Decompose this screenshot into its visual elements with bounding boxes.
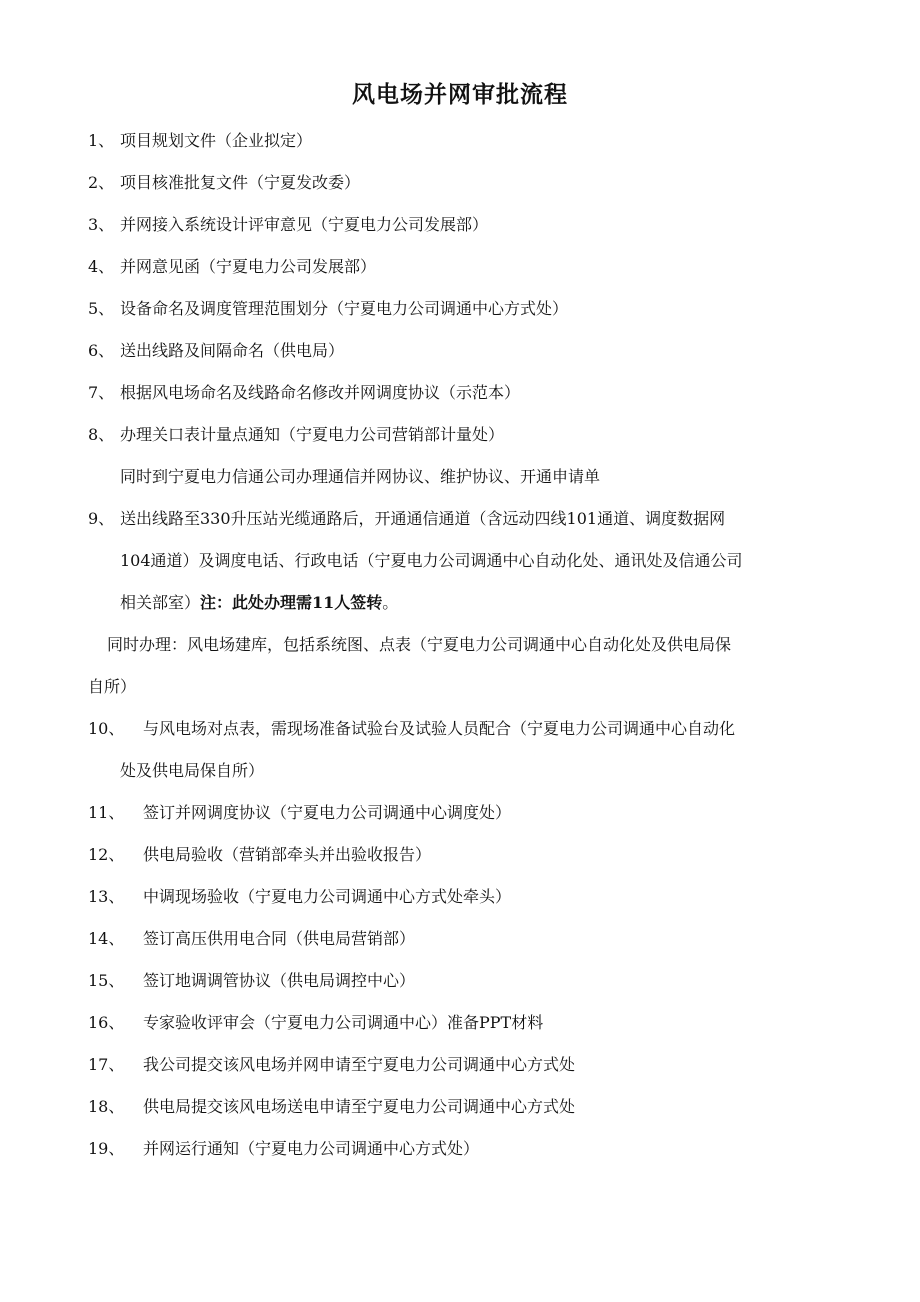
- item-text: 并网意见函（宁夏电力公司发展部）: [120, 257, 377, 276]
- item-text: 送出线路及间隔命名（供电局）: [120, 341, 345, 360]
- item-number: 7、: [88, 383, 115, 402]
- item-text: 项目核准批复文件（宁夏发改委）: [120, 173, 361, 192]
- line3-suffix: 。: [382, 593, 399, 612]
- item-number: 10、: [88, 719, 125, 738]
- item-text: 送出线路至330升压站光缆通路后，开通通信通道（含远动四线101通道、调度数据网: [120, 509, 726, 528]
- item-text: 签订并网调度协议（宁夏电力公司调通中心调度处）: [143, 803, 512, 822]
- item-number: 2、: [88, 173, 115, 192]
- item-number: 3、: [88, 215, 115, 234]
- item-number: 11、: [88, 803, 125, 822]
- item-number: 5、: [88, 299, 115, 318]
- document-title: 风电场并网审批流程: [352, 81, 568, 108]
- item-number: 14、: [88, 929, 125, 948]
- item-text: 我公司提交该风电场并网申请至宁夏电力公司调通中心方式处: [143, 1055, 576, 1074]
- item-number: 8、: [88, 425, 115, 444]
- simultaneous-line2: 自所）: [88, 677, 137, 696]
- item-number: 13、: [88, 887, 125, 906]
- item-continuation: 同时到宁夏电力信通公司办理通信并网协议、维护协议、开通申请单: [120, 467, 601, 486]
- item-text: 签订高压供用电合同（供电局营销部）: [143, 929, 416, 948]
- item-text: 并网接入系统设计评审意见（宁夏电力公司发展部）: [120, 215, 489, 234]
- item-number: 6、: [88, 341, 115, 360]
- item-number: 9、: [88, 509, 115, 528]
- item-text: 设备命名及调度管理范围划分（宁夏电力公司调通中心方式处）: [120, 299, 569, 318]
- item-number: 16、: [88, 1013, 125, 1032]
- item-text-line2: 104通道）及调度电话、行政电话（宁夏电力公司调通中心自动化处、通讯处及信通公司: [120, 551, 743, 570]
- item-number: 18、: [88, 1097, 125, 1116]
- item-text: 供电局提交该风电场送电申请至宁夏电力公司调通中心方式处: [143, 1097, 576, 1116]
- item-number: 1、: [88, 131, 115, 150]
- item-text-line3: [120, 593, 398, 613]
- item-number: 4、: [88, 257, 115, 276]
- item-text: 与风电场对点表，需现场准备试验台及试验人员配合（宁夏电力公司调通中心自动化: [143, 719, 736, 738]
- item-text: 并网运行通知（宁夏电力公司调通中心方式处）: [143, 1139, 480, 1158]
- line3-prefix: 相关部室）: [120, 593, 201, 612]
- note-bold: 注：此处办理需11人签转: [200, 593, 383, 612]
- item-text-line2: 处及供电局保自所）: [120, 761, 265, 780]
- item-number: 19、: [88, 1139, 125, 1158]
- item-number: 17、: [88, 1055, 125, 1074]
- item-text: 办理关口表计量点通知（宁夏电力公司营销部计量处）: [120, 425, 505, 444]
- item-text: 根据风电场命名及线路命名修改并网调度协议（示范本）: [120, 383, 521, 402]
- item-text: 签订地调调管协议（供电局调控中心）: [143, 971, 416, 990]
- item-text: 项目规划文件（企业拟定）: [120, 131, 313, 150]
- item-text: 中调现场验收（宁夏电力公司调通中心方式处牵头）: [143, 887, 512, 906]
- simultaneous-line1: 同时办理：风电场建库，包括系统图、点表（宁夏电力公司调通中心自动化处及供电局保: [107, 635, 732, 654]
- item-text: 专家验收评审会（宁夏电力公司调通中心）准备PPT材料: [143, 1013, 544, 1032]
- item-number: 15、: [88, 971, 125, 990]
- item-text: 供电局验收（营销部牵头并出验收报告）: [143, 845, 432, 864]
- item-number: 12、: [88, 845, 125, 864]
